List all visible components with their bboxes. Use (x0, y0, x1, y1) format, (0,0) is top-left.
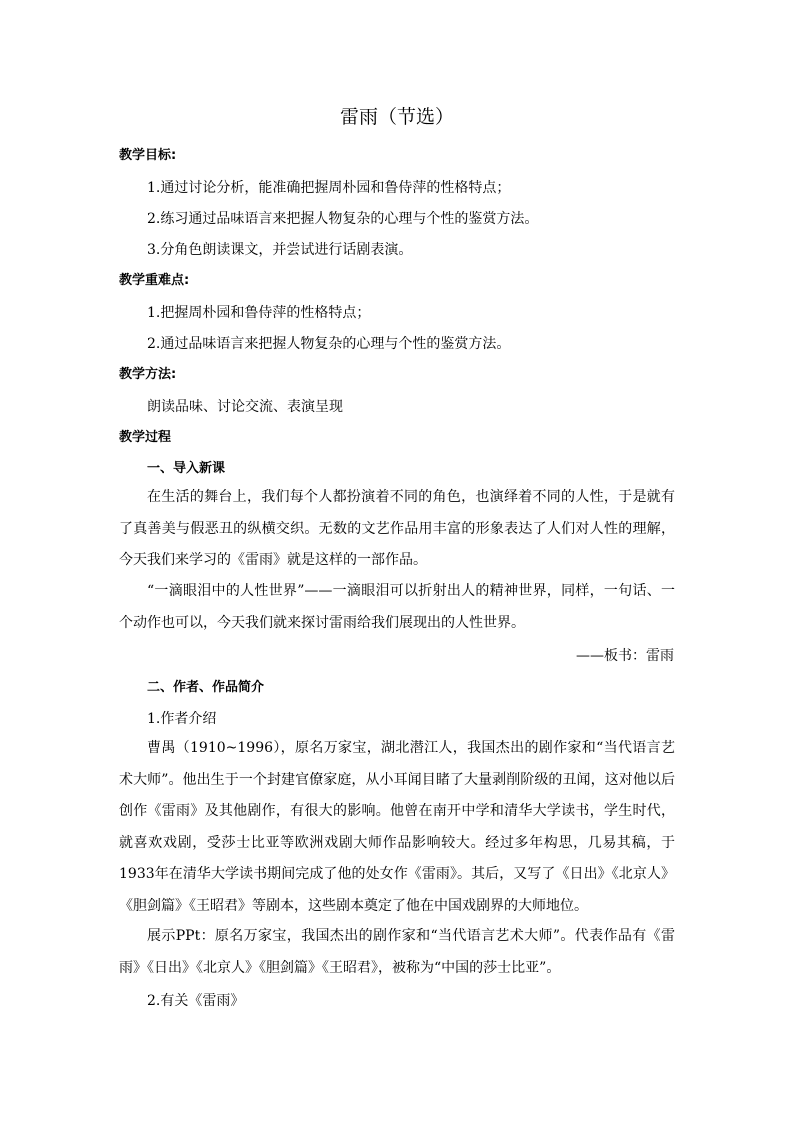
board-note: ——板书：雷雨 (576, 648, 674, 664)
intro-paragraph-1: 在生活的舞台上，我们每个人都扮演着不同的角色，也演绎着不同的人性，于是就有了真善美与假恶丑的纵横交织。无数的文艺作品用丰富的形象表达了人们对人性的理解，今天我们来学习的《雷雨》就是这样的一部作品。 (119, 489, 675, 568)
author-paragraph: 曹禺（1910~1996），原名万家宝，湖北潜江人，我国杰出的剧作家和“当代语言艺术大师”。他出生于一个封建官僚家庭，从小耳闻目睹了大量剥削阶级的丑闻，这对他以后创作《雷雨》及其他剧作，有很大的影响。他曾在南开中学和清华大学读书，学生时代，就喜欢戏剧，受莎士比亚等欧洲戏剧大师作品影响较大。经过多年构思，几易其稿，于1933年在清华大学读书期间完成了他的处女作《雷雨》。其后，又写了《日出》《北京人》《胆剑篇》《王昭君》等剧本，这些剧本奠定了他在中国戏剧界的大师地位。 (119, 740, 675, 914)
section1-heading: 一、导入新课 (147, 461, 226, 476)
goal-item: 3.分角色朗读课文，并尝试进行话剧表演。 (147, 242, 413, 258)
intro-paragraph-2: “一滴眼泪中的人性世界”——一滴眼泪可以折射出人的精神世界，同样，一句话、一个动作也可以，今天我们就来探讨雷雨给我们展现出的人性世界。 (119, 583, 675, 631)
key-point-item: 1.把握周朴园和鲁侍萍的性格特点； (147, 305, 371, 321)
key-points-heading: 教学重难点: (119, 273, 190, 288)
goals-heading: 教学目标: (119, 148, 177, 163)
document-title: 雷雨（节选） (339, 106, 454, 128)
intro-paragraph-2-block (119, 576, 675, 639)
key-point-item: 2.通过品味语言来把握人物复杂的心理与个性的鉴赏方法。 (147, 336, 511, 352)
process-heading: 教学过程 (119, 430, 172, 445)
goal-item: 1.通过讨论分析，能准确把握周朴园和鲁侍萍的性格特点； (147, 180, 511, 196)
intro-paragraph (119, 482, 675, 577)
about-heading: 2.有关《雷雨》 (147, 993, 245, 1009)
author-heading: 1.作者介绍 (147, 711, 217, 727)
author-paragraph-block (119, 733, 675, 922)
goal-item: 2.练习通过品味语言来把握人物复杂的心理与个性的鉴赏方法。 (147, 211, 539, 227)
ppt-paragraph: 展示PPt：原名万家宝，我国杰出的剧作家和“当代语言艺术大师”。代表作品有《雷雨》《日出》《北京人》《胆剑篇》《王昭君》，被称为“中国的莎士比亚”。 (119, 928, 675, 976)
method-heading: 教学方法: (119, 367, 177, 382)
ppt-paragraph-block (119, 921, 675, 984)
section2-heading: 二、作者、作品简介 (147, 680, 265, 695)
method-text: 朗读品味、讨论交流、表演呈现 (147, 399, 343, 415)
